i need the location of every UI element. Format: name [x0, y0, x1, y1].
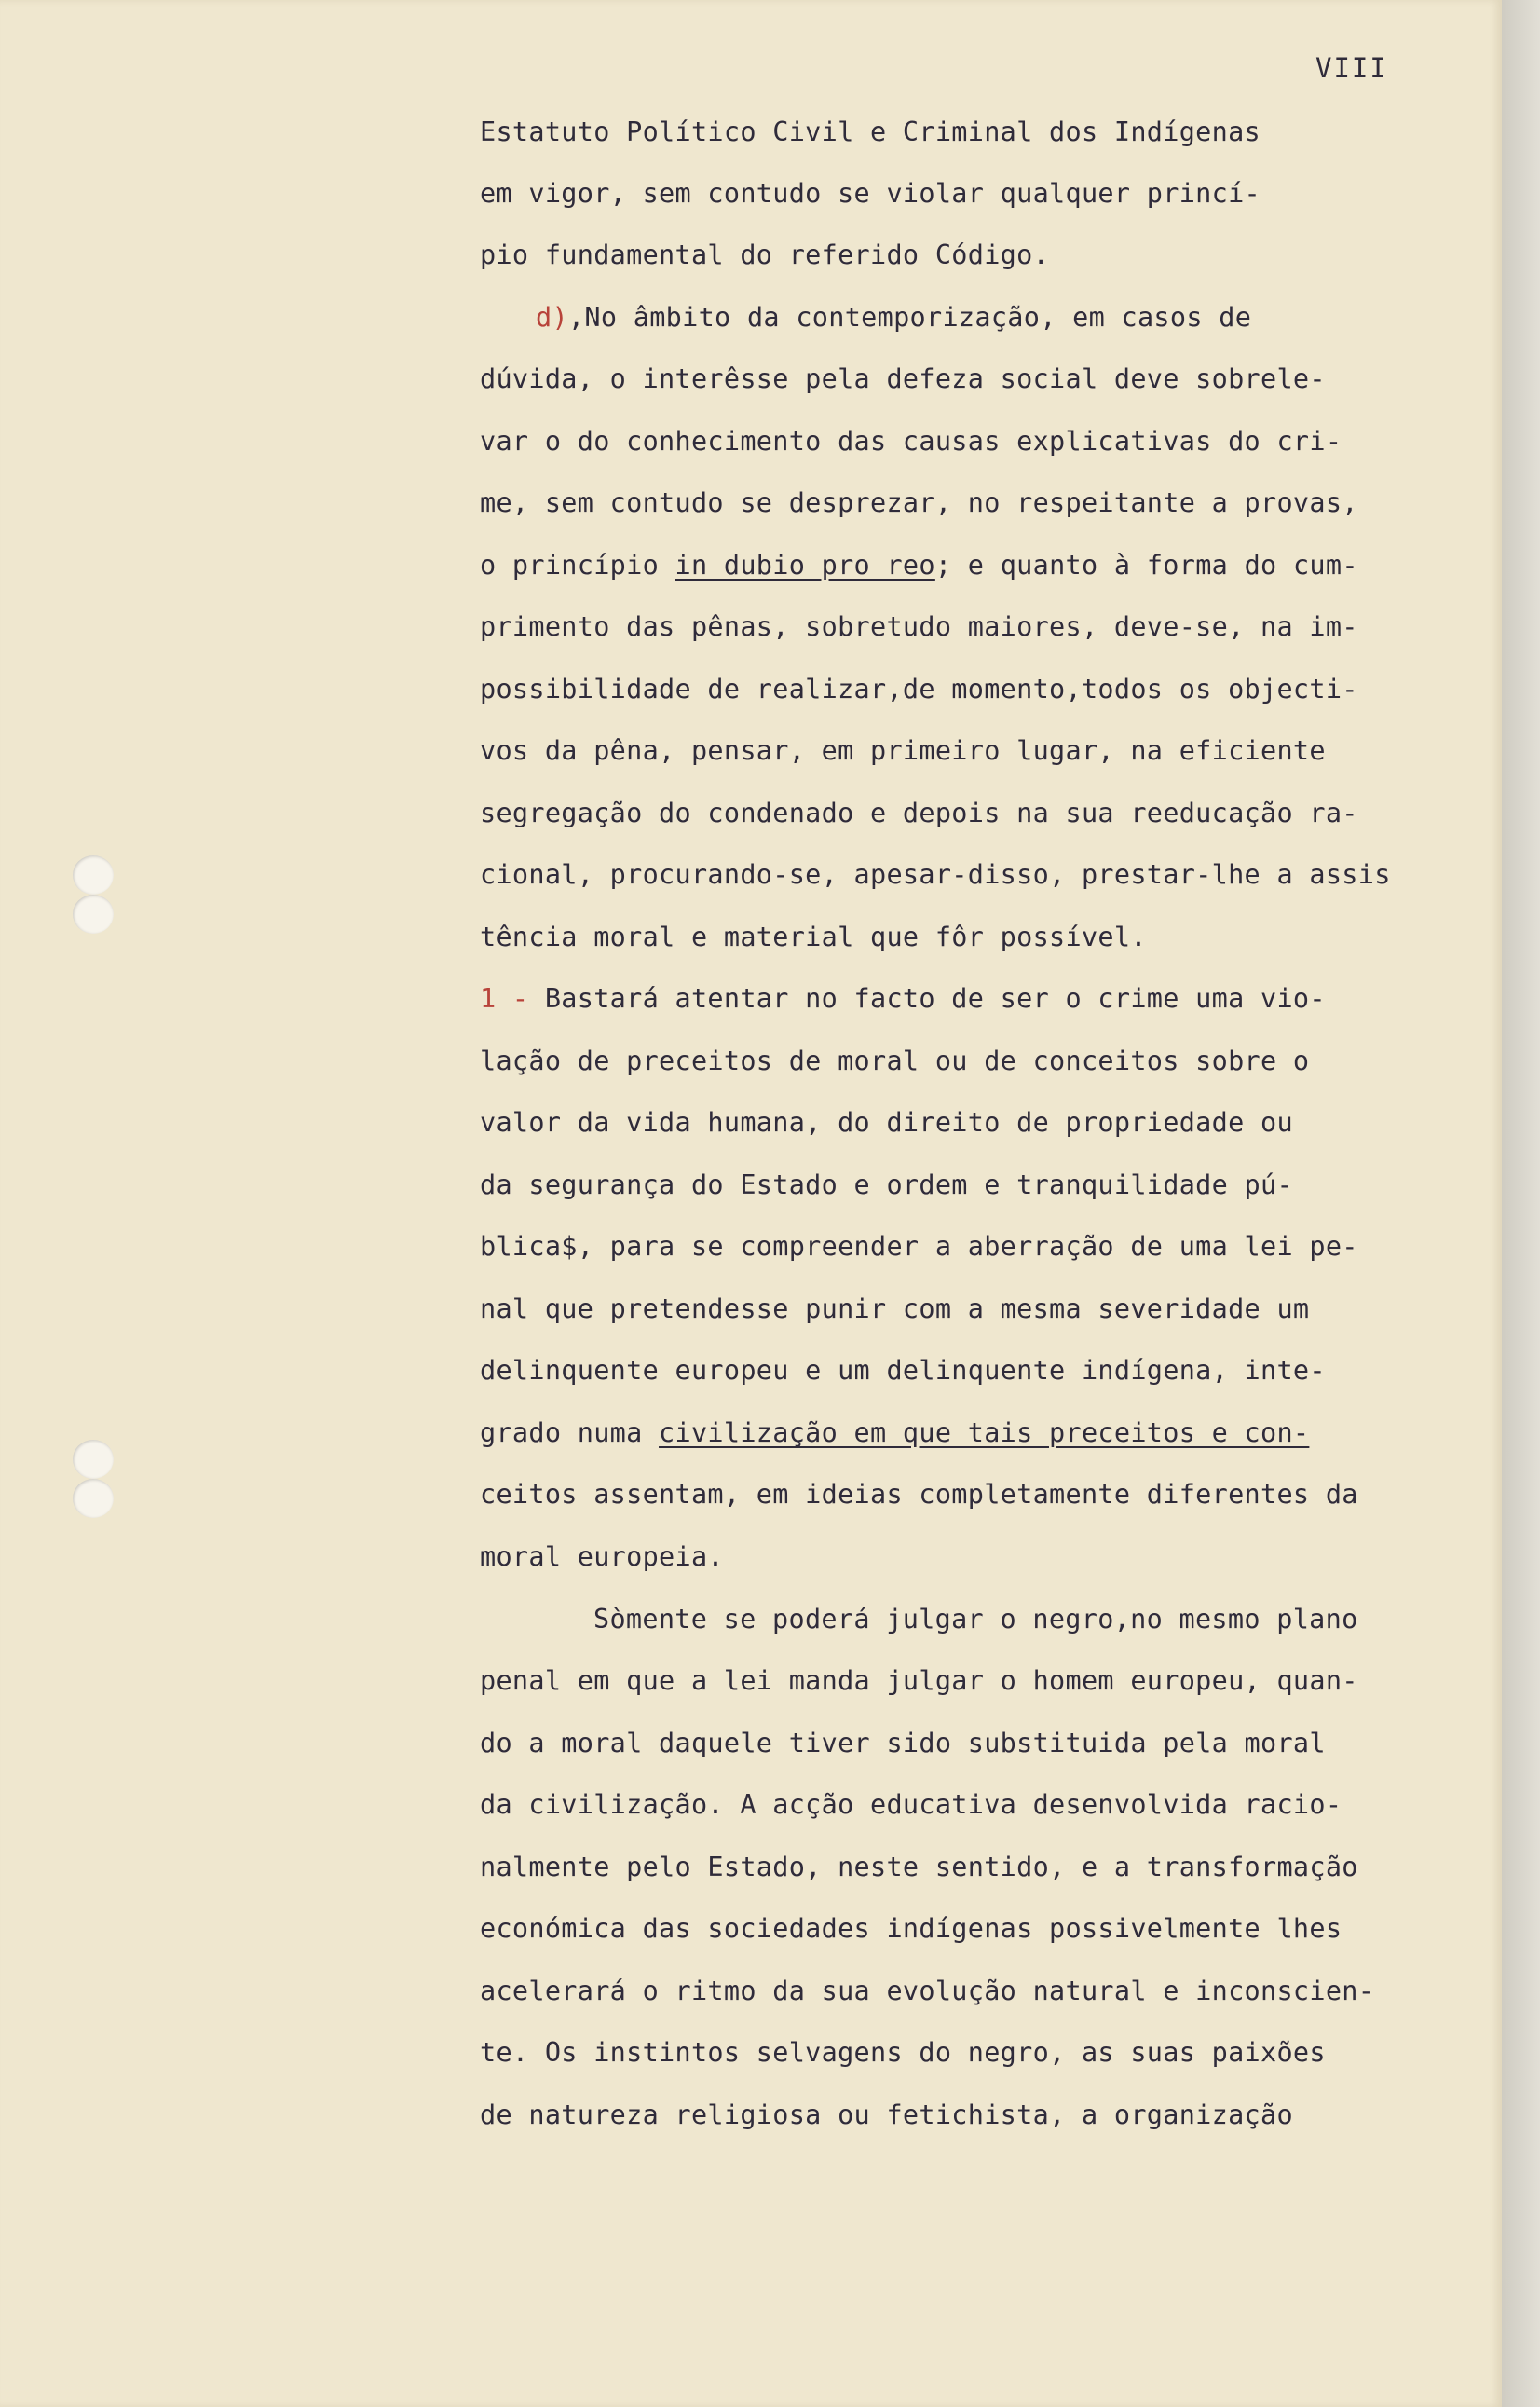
text-line: segregação do condenado e depois na sua reeducação ra-	[480, 798, 1358, 828]
text-fragment: grado numa	[480, 1417, 660, 1448]
text-line: dúvida, o interêsse pela defeza social deve sobrele-	[480, 363, 1326, 394]
punch-hole	[73, 1440, 114, 1479]
text-line: penal em que a lei manda julgar o homem europeu, quan-	[480, 1665, 1358, 1696]
text-line: ceitos assentam, em ideias completamente diferentes da	[480, 1479, 1358, 1510]
text-fragment: ,No âmbito da contemporização, em casos de	[567, 302, 1252, 333]
text-fragment: ; e quanto à forma do cum-	[934, 550, 1358, 581]
punch-hole	[73, 895, 114, 934]
text-line: da civilização. A acção educativa desenvolvida racio-	[480, 1789, 1342, 1820]
text-line: Estatuto Político Civil e Criminal dos Indígenas	[480, 116, 1261, 147]
underlined-phrase: civilização em que tais preceitos e con-	[659, 1417, 1310, 1448]
text-line: valor da vida humana, do direito de propriedade ou	[480, 1107, 1293, 1138]
text-line: tência moral e material que fôr possível.	[480, 922, 1147, 952]
paragraph-d-first-line	[536, 299, 1251, 336]
text-line: cional, procurando-se, apesar-disso, prestar-lhe a assis	[480, 859, 1391, 890]
latin-phrase: in dubio pro reo	[675, 550, 935, 581]
text-line: económica das sociedades indígenas possivelmente lhes	[480, 1913, 1342, 1944]
text-line: possibilidade de realizar,de momento,todos os objecti-	[480, 674, 1358, 704]
text-line: nalmente pelo Estado, neste sentido, e a transformação	[480, 1852, 1358, 1882]
text-line: var o do conhecimento das causas explicativas do cri-	[480, 426, 1342, 457]
text-line: pio fundamental do referido Código.	[480, 239, 1050, 270]
text-line: acelerará o ritmo da sua evolução natural e inconscien-	[480, 1976, 1375, 2006]
text-line: lação de preceitos de moral ou de conceitos sobre o	[480, 1046, 1310, 1076]
text-line: do a moral daquele tiver sido substituida pela moral	[480, 1728, 1326, 1758]
text-line: de natureza religiosa ou fetichista, a organização	[480, 2099, 1293, 2130]
page-number: VIII	[1315, 52, 1388, 84]
text-line: me, sem contudo se desprezar, no respeitante a provas,	[480, 487, 1358, 518]
text-line: te. Os instintos selvagens do negro, as suas paixões	[480, 2037, 1326, 2068]
text-line: da segurança do Estado e ordem e tranquilidade pú-	[480, 1169, 1293, 1200]
text-line-underlined	[480, 1415, 1309, 1452]
text-line: delinquente europeu e um delinquente indígena, inte-	[480, 1355, 1326, 1386]
text-fragment: Bastará atentar no facto de ser o crime uma vio-	[528, 983, 1326, 1014]
scan-background-edge	[1502, 0, 1540, 2407]
text-line-latin	[480, 547, 1358, 584]
text-line: blica$, para se compreender a aberração de uma lei pe-	[480, 1231, 1358, 1262]
text-line: Sòmente se poderá julgar o negro,no mesmo plano	[593, 1604, 1358, 1634]
text-line: nal que pretendesse punir com a mesma severidade um	[480, 1293, 1310, 1324]
text-fragment: o princípio	[480, 550, 675, 581]
punch-hole	[73, 1479, 114, 1518]
text-line: moral europeia.	[480, 1541, 724, 1572]
note-marker-1: 1 -	[480, 983, 529, 1014]
text-line: em vigor, sem contudo se violar qualquer princí-	[480, 178, 1261, 209]
text-line: vos da pêna, pensar, em primeiro lugar, na eficiente	[480, 735, 1326, 766]
note-1-first-line	[480, 980, 1326, 1018]
text-line: primento das pênas, sobretudo maiores, deve-se, na im-	[480, 611, 1358, 642]
punch-hole	[73, 855, 114, 895]
paragraph-marker-d: d)	[536, 302, 568, 333]
